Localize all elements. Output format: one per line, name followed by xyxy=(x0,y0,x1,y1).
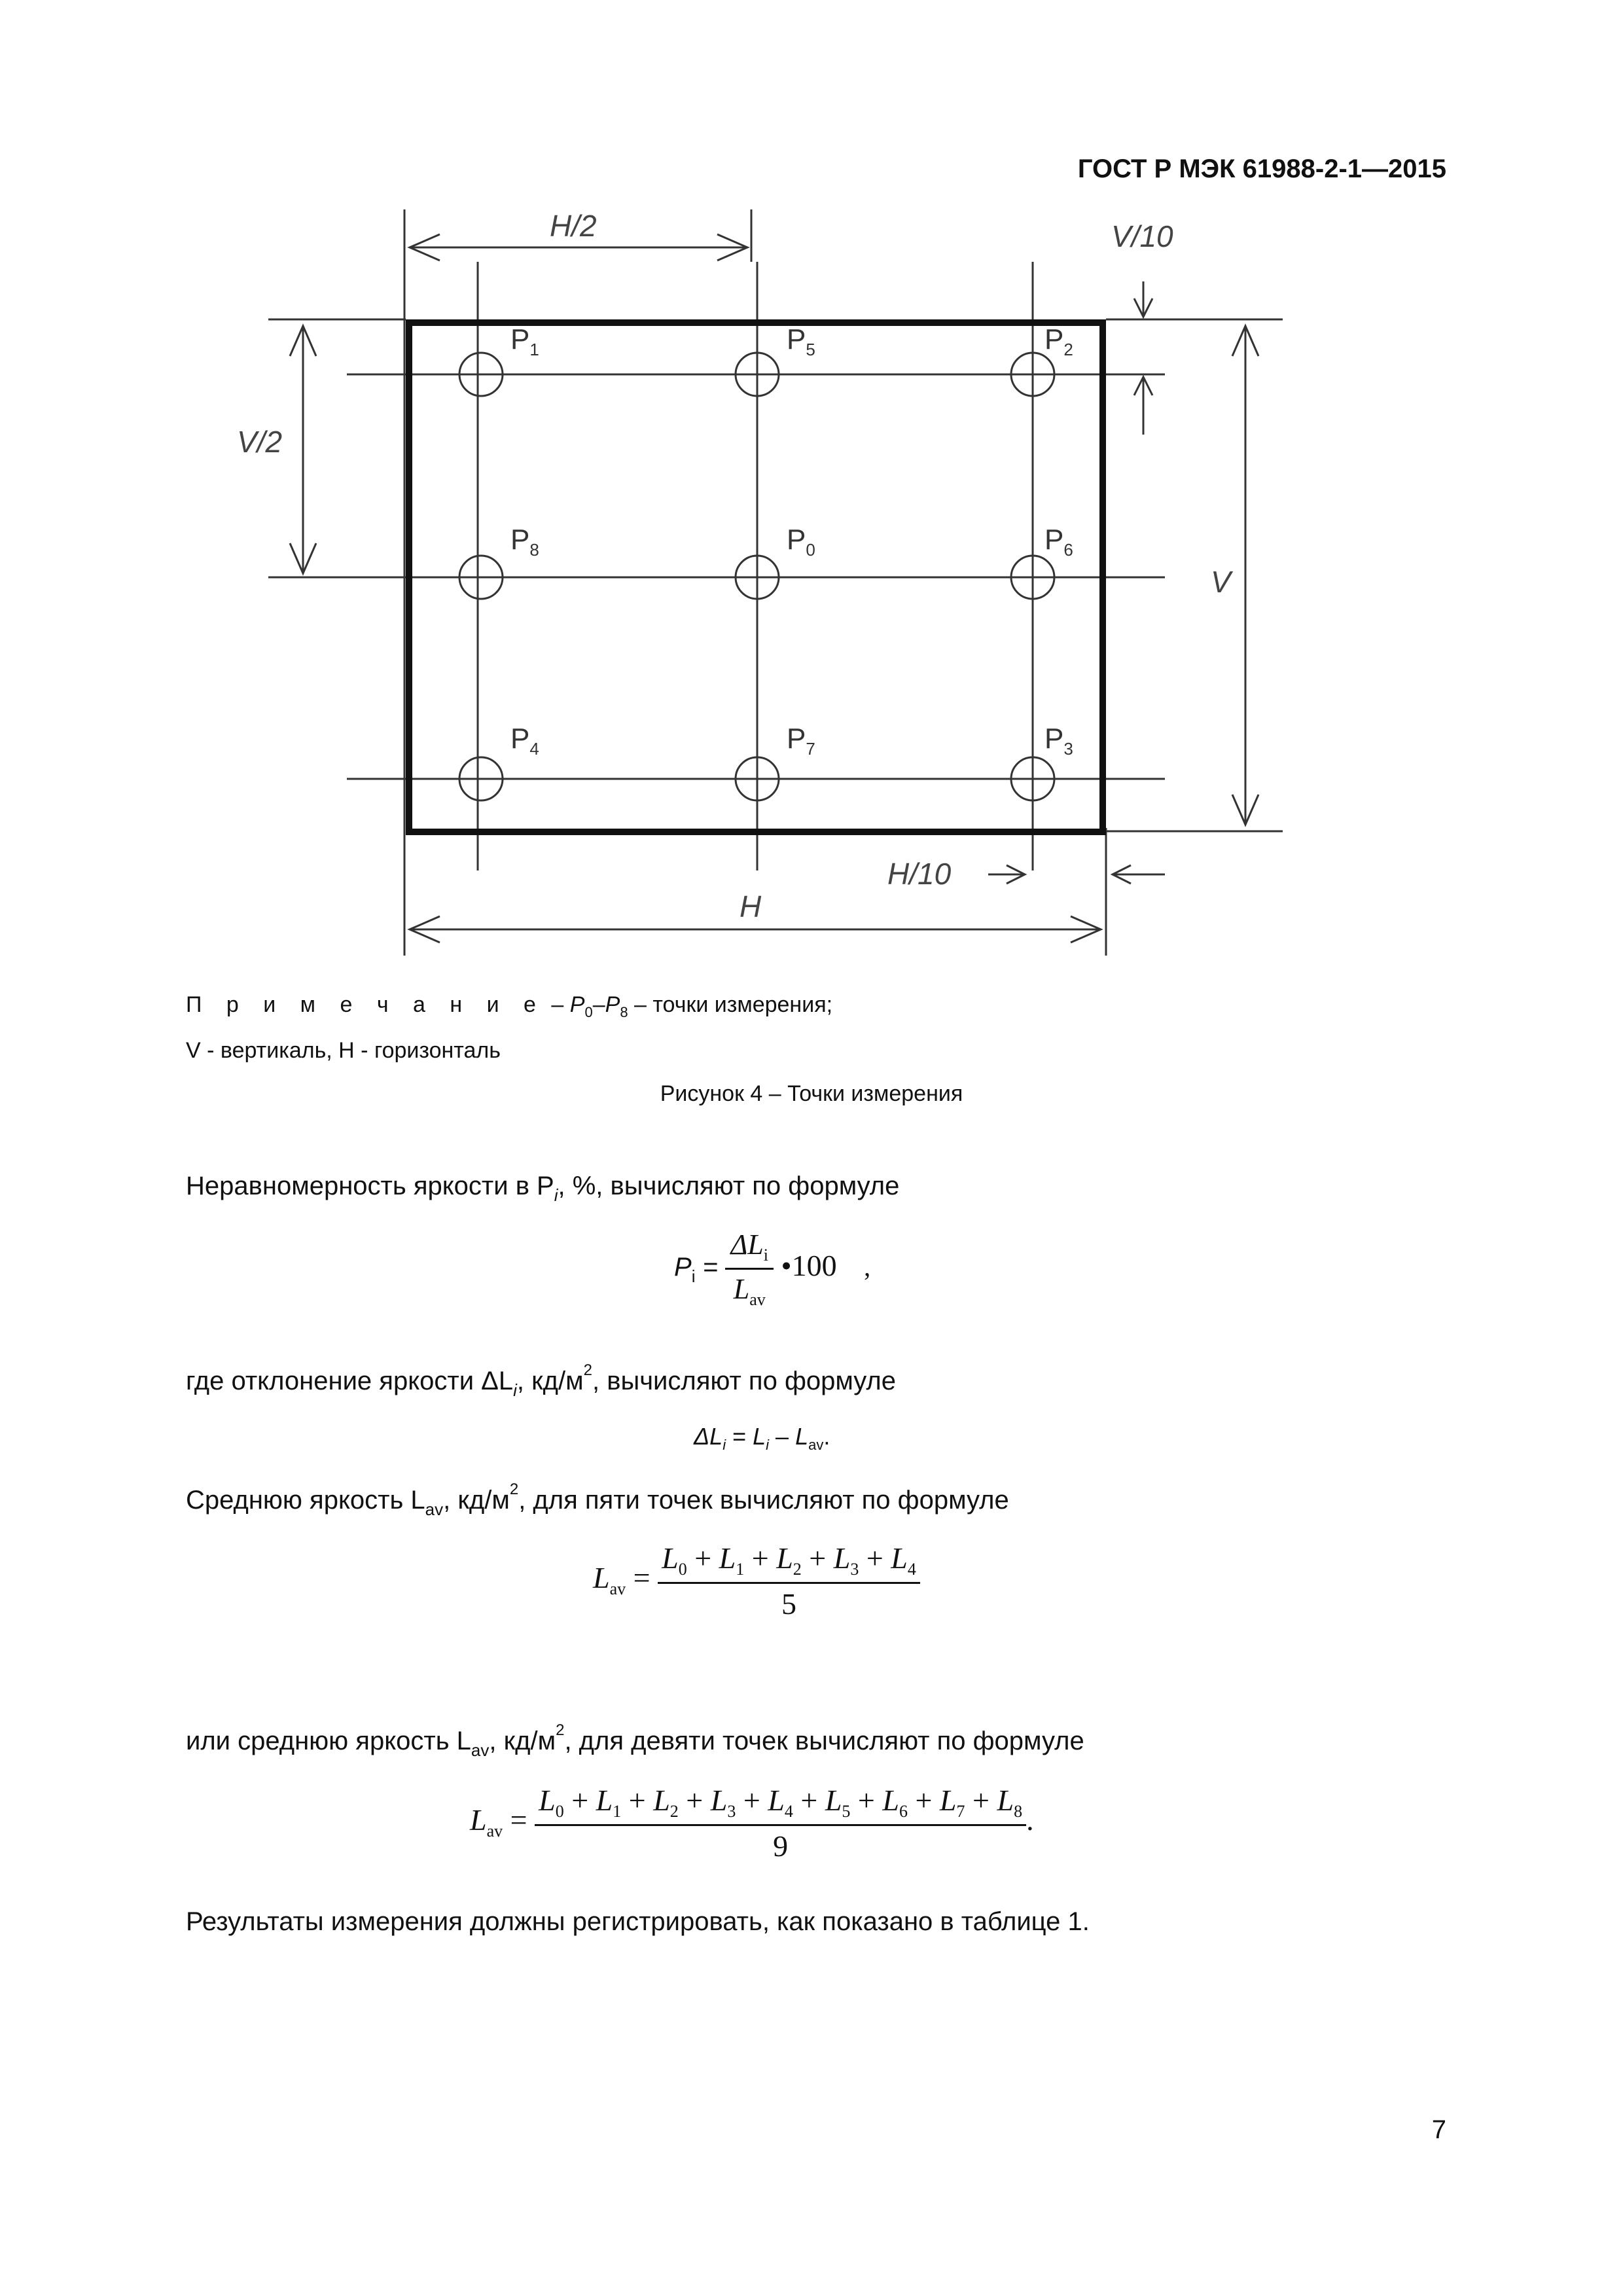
point-label-p0: $P_0$ xyxy=(787,524,815,560)
page-number: 7 xyxy=(1431,2115,1446,2144)
point-label-p2: $P_2$ xyxy=(1044,323,1073,359)
paragraph-1: Неравномерность яркости в $P_i$, %, вычисляют по формуле xyxy=(186,1172,900,1205)
paragraph-5: Результаты измерения должны регистрировать, как показано в таблице 1. xyxy=(186,1907,1090,1936)
paragraph-4: или среднюю яркость $L_{av}$, $кд/м^2$, для девяти точек вычисляют по формуле xyxy=(186,1721,1084,1760)
paragraph-1-a: Неравномерность яркости в P xyxy=(186,1172,554,1200)
point-label-p1: $P_1$ xyxy=(510,323,539,359)
paragraph-4-a: или среднюю яркость L xyxy=(186,1727,471,1755)
paragraph-4-b: , кд/м xyxy=(489,1727,556,1755)
paragraph-3-a: Среднюю яркость L xyxy=(186,1486,425,1515)
dim-label-h: H xyxy=(740,889,762,924)
paragraph-4-c: , для девяти точек вычисляют по формуле xyxy=(564,1727,1084,1755)
document-header: ГОСТ Р МЭК 61988-2-1—2015 xyxy=(1077,154,1446,183)
dim-label-v-tenth: V/10 xyxy=(1111,219,1173,253)
formula-4-end: . xyxy=(1026,1803,1034,1837)
note-label: П р и м е ч а н и е xyxy=(186,992,545,1017)
formula-nonuniformity: $P_i$ = $\frac{\Delta L_i}{L_{av}}$ •100 , xyxy=(674,1229,871,1309)
formula-2-lhs: ΔL xyxy=(694,1423,723,1450)
point-label-p5: $P_5$ xyxy=(787,323,815,359)
formula-4-denominator: 9 xyxy=(773,1829,789,1863)
dim-label-v-half: V/2 xyxy=(237,425,283,459)
paragraph-3-b: , кд/м xyxy=(443,1486,510,1515)
dim-label-h-tenth: H/10 xyxy=(887,857,952,891)
point-label-p7: $P_7$ xyxy=(787,723,815,759)
point-label-p4: $P_4$ xyxy=(510,723,539,759)
paragraph-1-b: , %, вычисляют по формуле xyxy=(558,1172,900,1200)
note-line-2: V - вертикаль, H - горизонталь xyxy=(186,1038,501,1063)
paragraph-2-a: где отклонение яркости ΔL xyxy=(186,1367,514,1395)
paragraph-3-c: , для пяти точек вычисляют по формуле xyxy=(518,1486,1009,1515)
dim-label-v: V xyxy=(1211,565,1231,599)
formula-deviation: $\Delta L_i = L_i - L_{av}$. xyxy=(694,1423,830,1454)
point-label-p8: $P_8$ xyxy=(510,524,539,560)
figure-caption: Рисунок 4 – Точки измерения xyxy=(660,1081,963,1106)
point-label-p3: $P_3$ xyxy=(1044,723,1073,759)
paragraph-3: Среднюю яркость $L_{av}$, $кд/м^2$, для пяти точек вычисляют по формуле xyxy=(186,1480,1009,1519)
measurement-points-figure xyxy=(0,0,1623,982)
paragraph-2-b: , кд/м xyxy=(516,1367,584,1395)
formula-3-denominator: 5 xyxy=(781,1587,796,1621)
paragraph-2: где отклонение яркости $\Delta L_i$, $кд/м^2$, вычисляют по формуле xyxy=(186,1361,897,1400)
figure-note: П р и м е ч а н и е – $P_0-P_8$ – точки измерения; xyxy=(186,992,833,1020)
paragraph-2-c: , вычисляют по формуле xyxy=(592,1367,897,1395)
formula-1-end: , xyxy=(864,1252,871,1282)
formula-1-coef: •100 xyxy=(781,1249,837,1283)
formula-average-5: $L_{av}$ = $\frac{L_0 + L_1 + L_2 + L_3 + L_4}{5}$ xyxy=(593,1541,920,1621)
point-label-p6: $P_6$ xyxy=(1044,524,1073,560)
dim-label-h-half: H/2 xyxy=(550,209,597,243)
note-text: – точки измерения; xyxy=(634,992,833,1017)
formula-average-9: $L_{av}$ = $\frac{L_0 + L_1 + L_2 + L_3 + L_4 + L_5 + L_6 + L_7 + L_8}{9}$ . xyxy=(470,1784,1034,1863)
